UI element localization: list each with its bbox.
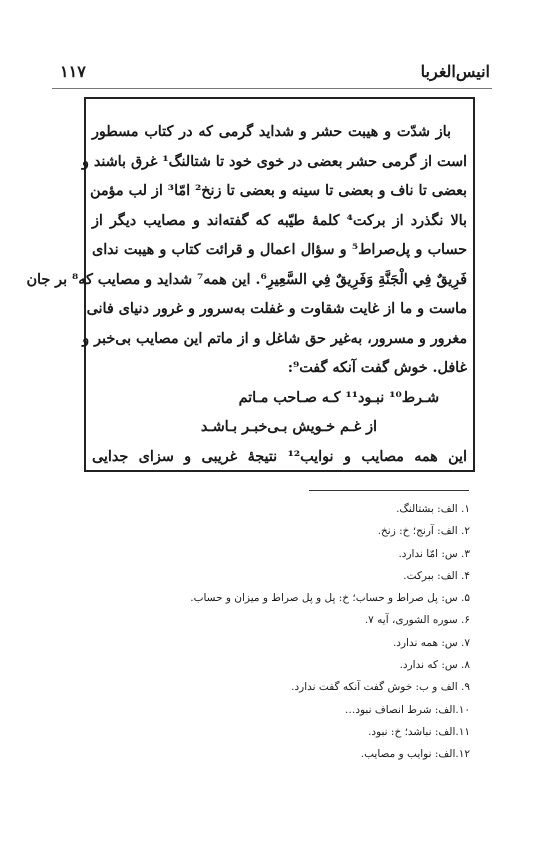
footnote: ۲. الف: آرنج؛ خ: زنخ. bbox=[377, 525, 470, 538]
text-line: غافل. خوش گفت آنکه گفت⁹: bbox=[287, 360, 467, 376]
text-line: بعضی تا ناف و بعضی تا سینه و بعضی تا زنخ² امّا³ از لب مؤمن bbox=[90, 183, 467, 199]
text-line: حساب و پل‌صراط⁵ و سؤال اعمال و قرائت کتاب و هیبت ندای bbox=[92, 242, 467, 258]
text-line: این همه مصایب و نوایب¹² نتیجهٔ غریبی و سزای جدایی bbox=[92, 448, 468, 465]
text-line: بالا نگذرد از برکت⁴ کلمهٔ طیّبه که گفته‌اند و مصایب دیگر از bbox=[92, 212, 467, 229]
footnotes bbox=[90, 498, 470, 766]
footnote: ۴. الف: ببرکت. bbox=[403, 569, 470, 582]
header-rule bbox=[52, 88, 492, 89]
footnote: ۶. سوره الشوری، آیه ۷. bbox=[364, 614, 470, 627]
text-line: فَرِيقٌ فِي الْجَنَّةِ وَفَرِيقٌ فِي السَّعِيرِ⁶. این همه⁷ شداید و مصایب که⁸ بر جان bbox=[26, 271, 467, 288]
page-number: ۱۱۷ bbox=[60, 62, 86, 81]
footnote: ۳. س: امّا ندارد. bbox=[398, 547, 470, 560]
footnote: ۵. س: پل صراط و حساب؛ خ: پل و پل صراط و میزان و حساب. bbox=[190, 592, 470, 605]
footnote: ۸. س: که ندارد. bbox=[399, 659, 470, 672]
footnote: ۹. الف و ب: خوش گفت آنکه گفت ندارد. bbox=[291, 681, 470, 694]
verse-hemistich-2: از غـم خـویش بـی‌خبـر بـاشـد bbox=[200, 419, 377, 435]
footnote: ۱۰.الف: شرط انصاف نبود… bbox=[344, 703, 470, 716]
footnote: ۱۱.الف: نباشد؛ خ: نبود. bbox=[368, 725, 470, 738]
footnote: ۱. الف: بشتالنگ. bbox=[396, 503, 470, 515]
text-line: ماست و ما از غایت شقاوت و غفلت به‌سرور و غرور دنیای فانی bbox=[86, 301, 467, 317]
main-text bbox=[26, 118, 468, 472]
page-header bbox=[60, 62, 490, 86]
text-line: مغرور و مسرور، به‌غیر حق شاغل و از ماتم این مصایب بی‌خبر و bbox=[82, 330, 467, 347]
text-line: باز شدّت و هیبت حشر و شداید گرمی که در کتاب مسطور bbox=[92, 124, 451, 140]
text-line: است از گرمی حشر بعضی در خوی خود تا شتالنگ¹ غرق باشند و bbox=[81, 153, 467, 170]
running-title: انیس‌الغربا bbox=[420, 62, 490, 81]
verse-hemistich-1: شـرط¹⁰ نبـود¹¹ کـه صـاحب مـاتم bbox=[238, 389, 439, 406]
footnote: ۷. س: همه ندارد. bbox=[392, 636, 470, 649]
footnote-separator bbox=[309, 490, 469, 491]
footnote: ۱۲.الف: نوایب و مصایب. bbox=[360, 748, 470, 761]
